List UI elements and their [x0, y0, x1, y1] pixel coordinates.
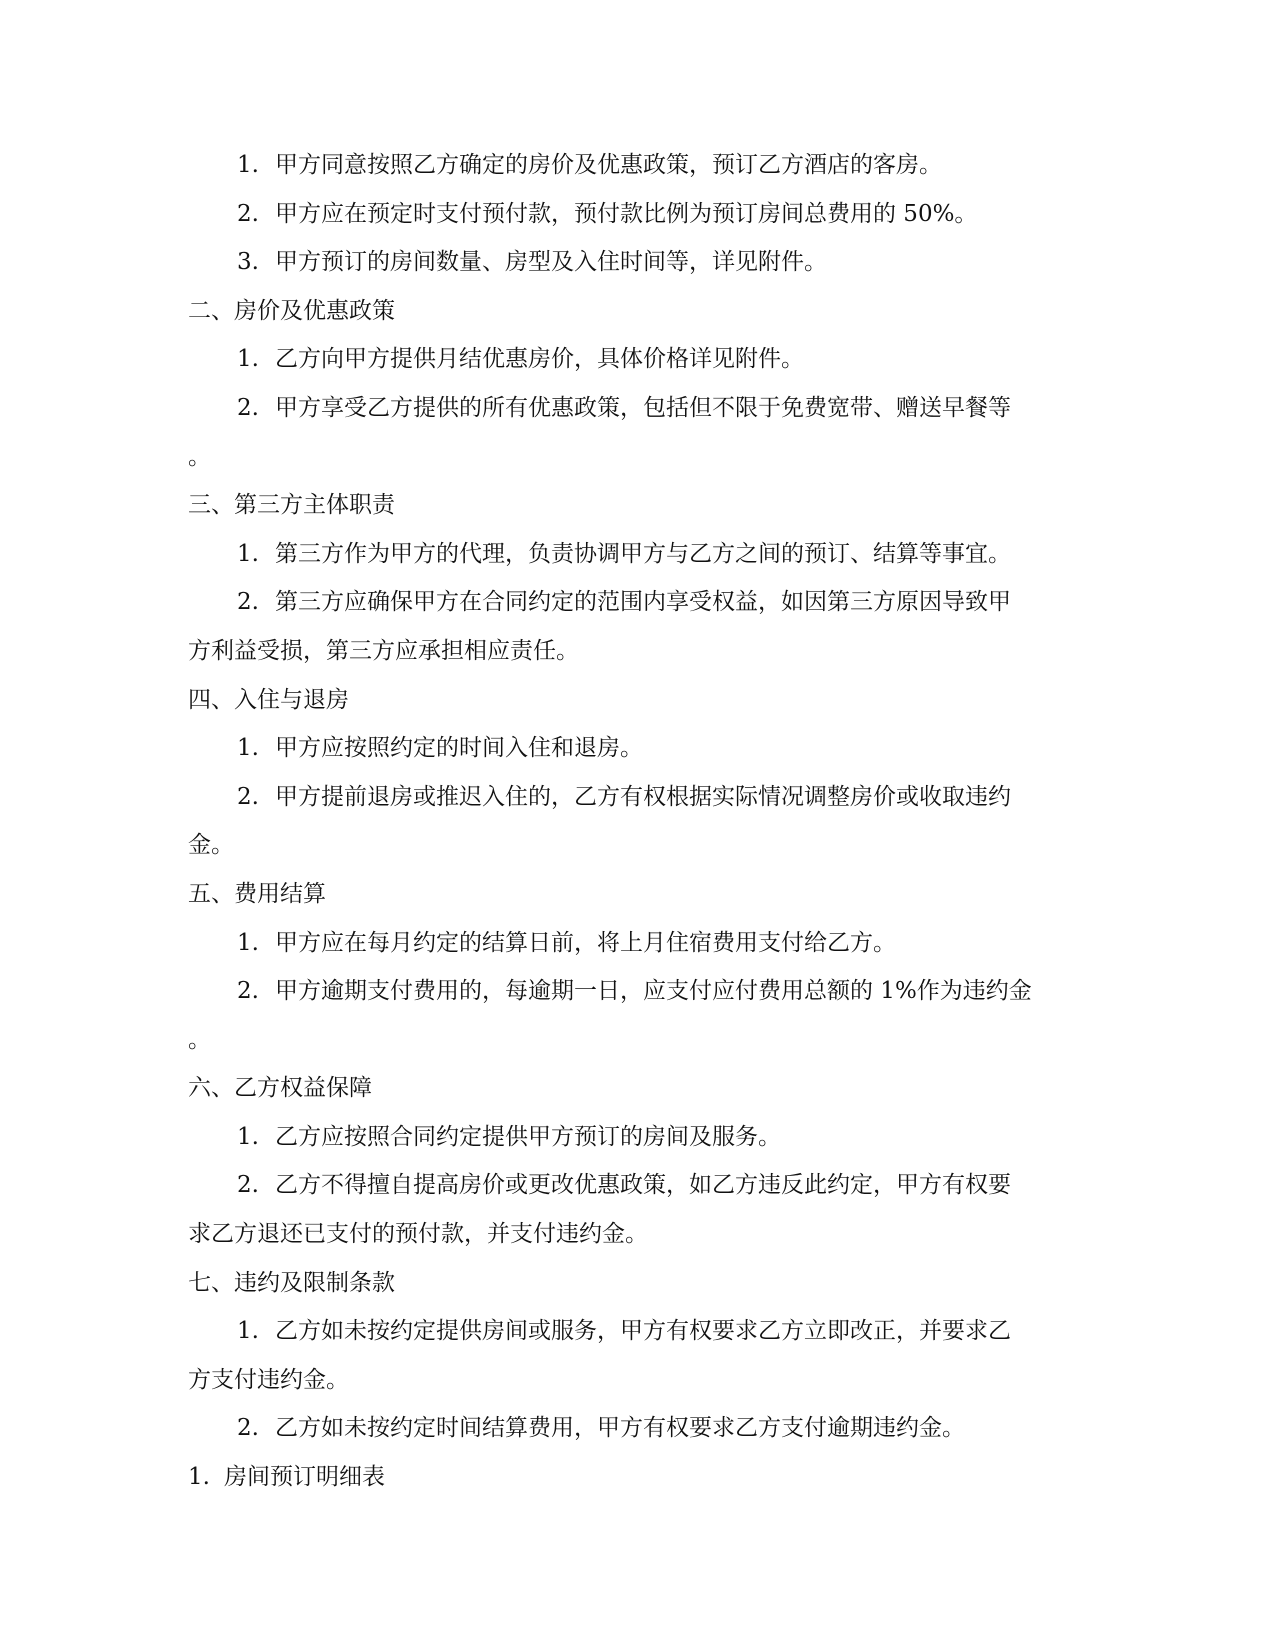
- appendix-text: 房间预订明细表: [224, 1464, 385, 1491]
- clause-text: 甲方应在预定时支付预付款，预付款比例为预订房间总费用的 50%。: [275, 200, 978, 227]
- continuation-line: [188, 1016, 1078, 1065]
- section-heading-text: 二、房价及优惠政策: [188, 297, 395, 324]
- clause-item: [188, 578, 1078, 627]
- continuation-line: [188, 1210, 1078, 1259]
- clause-text: 乙方向甲方提供月结优惠房价，具体价格详见附件。: [275, 346, 804, 373]
- clause-item: [188, 1161, 1078, 1210]
- clause-number: 3.: [237, 249, 259, 276]
- clause-text: 甲方享受乙方提供的所有优惠政策，包括但不限于免费宽带、赠送早餐等: [275, 394, 1011, 421]
- section-heading-text: 七、违约及限制条款: [188, 1269, 395, 1296]
- clause-number: 2.: [237, 589, 259, 616]
- clause-item: [188, 1307, 1078, 1356]
- continuation-text: 金。: [188, 832, 234, 859]
- clause-item: [188, 530, 1078, 579]
- clause-text: 甲方预订的房间数量、房型及入住时间等，详见附件。: [275, 249, 827, 276]
- appendix-item: [188, 1453, 1078, 1502]
- clause-item: [188, 967, 1078, 1016]
- clause-item: [188, 238, 1078, 287]
- continuation-text: 。: [188, 1026, 211, 1053]
- clause-number: 1.: [237, 1318, 259, 1345]
- clause-text: 甲方提前退房或推迟入住的，乙方有权根据实际情况调整房价或收取违约: [275, 783, 1011, 810]
- clause-text: 甲方逾期支付费用的，每逾期一日，应支付应付费用总额的 1%作为违约金: [275, 978, 1032, 1005]
- clause-number: 2.: [237, 200, 259, 227]
- clause-text: 乙方如未按约定提供房间或服务，甲方有权要求乙方立即改正，并要求乙: [275, 1318, 1011, 1345]
- clause-number: 1.: [237, 735, 259, 762]
- clause-item: [188, 1113, 1078, 1162]
- clause-number: 1.: [237, 929, 259, 956]
- continuation-text: 。: [188, 443, 211, 470]
- continuation-line: [188, 627, 1078, 676]
- clause-number: 1.: [237, 152, 259, 178]
- continuation-line: [188, 821, 1078, 870]
- clause-number: 2.: [237, 978, 259, 1005]
- clause-number: 2.: [237, 1172, 259, 1199]
- clause-number: 2.: [237, 1415, 259, 1442]
- section-heading-text: 三、第三方主体职责: [188, 492, 395, 519]
- document-body: [188, 141, 1078, 1502]
- clause-text: 第三方应确保甲方在合同约定的范围内享受权益，如因第三方原因导致甲: [275, 589, 1011, 616]
- clause-item: [188, 1404, 1078, 1453]
- section-heading-text: 四、入住与退房: [188, 686, 349, 713]
- clause-text: 甲方同意按照乙方确定的房价及优惠政策，预订乙方酒店的客房。: [275, 152, 942, 178]
- clause-text: 乙方如未按约定时间结算费用，甲方有权要求乙方支付逾期违约金。: [275, 1415, 965, 1442]
- section-heading: [188, 481, 1078, 530]
- clause-text: 甲方应按照约定的时间入住和退房。: [275, 735, 643, 762]
- continuation-line: [188, 1356, 1078, 1405]
- section-heading: [188, 870, 1078, 919]
- clause-text: 甲方应在每月约定的结算日前，将上月住宿费用支付给乙方。: [275, 929, 896, 956]
- section-heading-text: 五、费用结算: [188, 880, 326, 907]
- clause-item: [188, 919, 1078, 968]
- clause-text: 第三方作为甲方的代理，负责协调甲方与乙方之间的预订、结算等事宜。: [275, 540, 1011, 567]
- clause-number: 1.: [237, 346, 259, 373]
- continuation-text: 求乙方退还已支付的预付款，并支付违约金。: [188, 1221, 648, 1248]
- appendix-number: 1.: [188, 1464, 210, 1491]
- clause-text: 乙方不得擅自提高房价或更改优惠政策，如乙方违反此约定，甲方有权要: [275, 1172, 1011, 1199]
- section-heading: [188, 287, 1078, 336]
- section-heading-text: 六、乙方权益保障: [188, 1075, 372, 1102]
- clause-number: 2.: [237, 394, 259, 421]
- section-heading: [188, 1259, 1078, 1308]
- clause-number: 1.: [237, 540, 259, 567]
- clause-text: 乙方应按照合同约定提供甲方预订的房间及服务。: [275, 1123, 781, 1150]
- continuation-line: [188, 433, 1078, 482]
- clause-item: [188, 724, 1078, 773]
- continuation-text: 方支付违约金。: [188, 1366, 349, 1393]
- continuation-text: 方利益受损，第三方应承担相应责任。: [188, 637, 579, 664]
- clause-item: [188, 773, 1078, 822]
- clause-item: [188, 335, 1078, 384]
- clause-number: 2.: [237, 783, 259, 810]
- clause-item: [188, 141, 1078, 190]
- section-heading: [188, 1064, 1078, 1113]
- clause-number: 1.: [237, 1123, 259, 1150]
- clause-item: [188, 190, 1078, 239]
- clause-item: [188, 384, 1078, 433]
- section-heading: [188, 676, 1078, 725]
